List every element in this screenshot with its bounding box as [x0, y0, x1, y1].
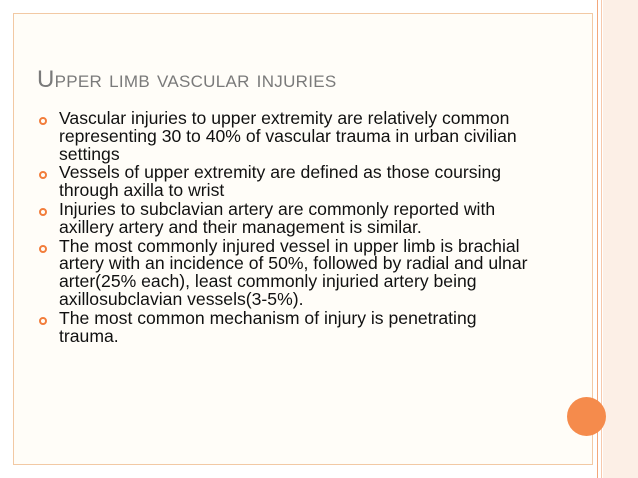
bullet-text: Injuries to subclavian artery are commonly reported with axillery artery and their management is similar. [59, 198, 496, 237]
bullet-marker-icon [39, 208, 47, 216]
bullet-marker-icon [39, 317, 47, 325]
bullet-text: Vessels of upper extremity are defined as those coursing through axilla to wrist [59, 162, 502, 201]
bullet-text: Vascular injuries to upper extremity are relatively common representing 30 to 40% of vascular trauma in urban civilian settings [59, 108, 517, 164]
decorative-strip [603, 0, 638, 478]
bullet-marker-icon [39, 117, 47, 125]
bullet-marker-icon [39, 245, 47, 253]
bullet-item [37, 307, 537, 346]
bullet-text: The most commonly injured vessel in upper limb is brachial artery with an incidence of 50%, followed by radial and ulnar arter(25% each), least commonly injuried artery being axillosubclavian vessels(3-5%). [59, 235, 528, 309]
bullet-item [37, 164, 537, 200]
bullet-marker-icon [39, 171, 47, 179]
decorative-circle-icon [567, 397, 606, 436]
bullet-item [37, 198, 537, 237]
bullet-item [37, 110, 537, 163]
bullet-list [37, 110, 537, 346]
bullet-text: The most common mechanism of injury is penetrating trauma. [59, 307, 477, 346]
slide-title: Upper limb vascular injuries [37, 66, 337, 93]
bullet-item [37, 235, 537, 309]
